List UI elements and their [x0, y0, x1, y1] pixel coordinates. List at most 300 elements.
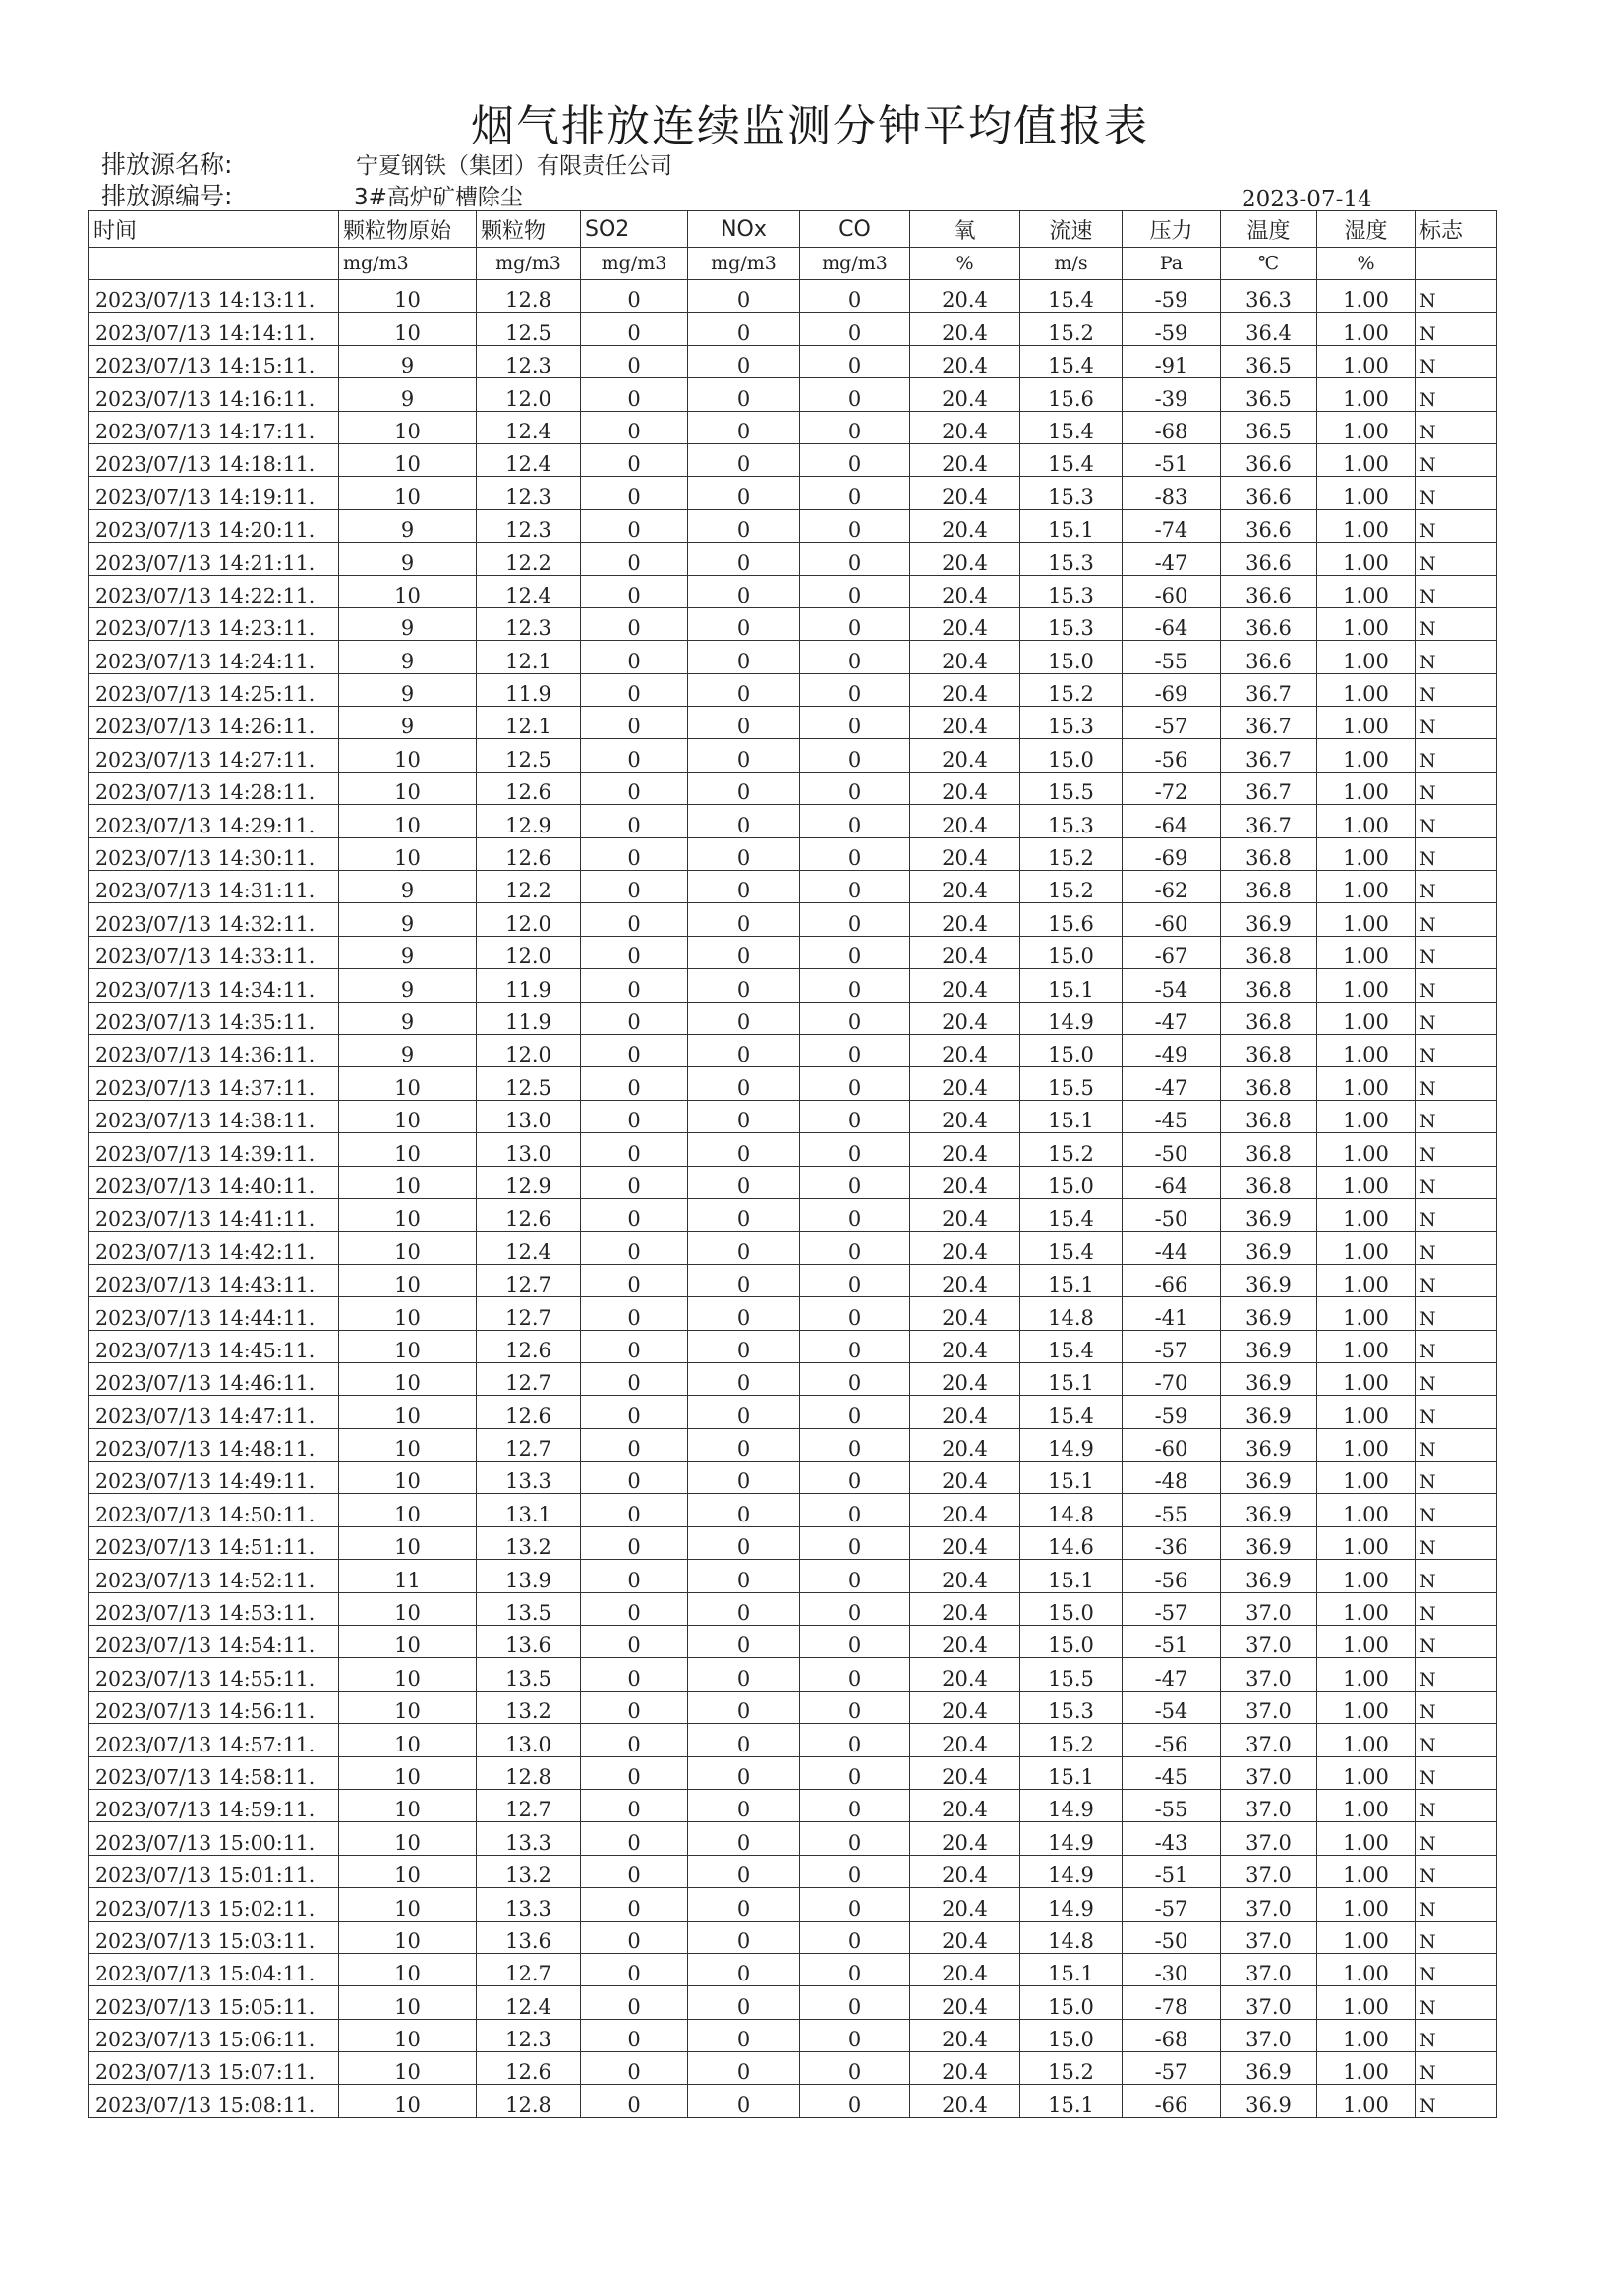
table-row: [89, 2019, 1497, 2051]
cell-so2: 0: [581, 871, 688, 903]
cell-flow-velocity: 15.3: [1020, 477, 1123, 509]
cell-particulate: 12.8: [477, 280, 581, 313]
cell-oxygen: 20.4: [910, 1428, 1020, 1461]
cell-particulate: 12.4: [477, 1986, 581, 2019]
cell-temperature: 36.8: [1221, 1100, 1317, 1132]
cell-co: 0: [800, 1756, 910, 1789]
cell-particulate: 12.1: [477, 641, 581, 673]
cell-flag: N: [1416, 1953, 1497, 1985]
cell-so2: 0: [581, 607, 688, 640]
cell-flow-velocity: 14.9: [1020, 1855, 1123, 1887]
cell-flag: N: [1416, 2085, 1497, 2117]
cell-particulate: 12.4: [477, 575, 581, 607]
cell-particulate: 12.4: [477, 443, 581, 476]
table-row: [89, 772, 1497, 804]
cell-flow-velocity: 15.1: [1020, 1362, 1123, 1395]
cell-oxygen: 20.4: [910, 443, 1020, 476]
cell-flag: N: [1416, 1756, 1497, 1789]
cell-so2: 0: [581, 969, 688, 1002]
cell-nox: 0: [688, 1100, 800, 1132]
cell-flow-velocity: 15.3: [1020, 1691, 1123, 1723]
cell-flag: N: [1416, 509, 1497, 542]
cell-pressure: -60: [1123, 575, 1221, 607]
cell-flag: N: [1416, 575, 1497, 607]
cell-particulate: 12.3: [477, 2019, 581, 2051]
cell-pressure: -64: [1123, 1166, 1221, 1198]
table-row: [89, 1560, 1497, 1592]
cell-co: 0: [800, 739, 910, 772]
cell-time: 2023/07/13 14:59:11.: [89, 1789, 339, 1821]
cell-oxygen: 20.4: [910, 1953, 1020, 1985]
cell-particulate: 12.3: [477, 607, 581, 640]
cell-co: 0: [800, 1396, 910, 1428]
cell-humidity: 1.00: [1317, 443, 1416, 476]
cell-temperature: 37.0: [1221, 1855, 1317, 1887]
cell-pressure: -47: [1123, 1002, 1221, 1034]
cell-humidity: 1.00: [1317, 1166, 1416, 1198]
cell-co: 0: [800, 1986, 910, 2019]
cell-so2: 0: [581, 1034, 688, 1066]
cell-flow-velocity: 14.8: [1020, 1494, 1123, 1526]
cell-particulate-raw: 10: [339, 837, 477, 870]
cell-co: 0: [800, 1232, 910, 1264]
table-row: [89, 1494, 1497, 1526]
cell-oxygen: 20.4: [910, 1855, 1020, 1887]
cell-time: 2023/07/13 15:01:11.: [89, 1855, 339, 1887]
cell-flag: N: [1416, 1626, 1497, 1658]
cell-time: 2023/07/13 14:41:11.: [89, 1198, 339, 1231]
cell-time: 2023/07/13 15:07:11.: [89, 2052, 339, 2085]
cell-flag: N: [1416, 969, 1497, 1002]
cell-co: 0: [800, 1166, 910, 1198]
cell-flow-velocity: 15.1: [1020, 1560, 1123, 1592]
cell-flow-velocity: 15.3: [1020, 805, 1123, 837]
cell-flow-velocity: 15.0: [1020, 1626, 1123, 1658]
cell-temperature: 36.6: [1221, 607, 1317, 640]
cell-flow-velocity: 15.4: [1020, 443, 1123, 476]
cell-flag: N: [1416, 1133, 1497, 1166]
cell-time: 2023/07/13 14:56:11.: [89, 1691, 339, 1723]
cell-pressure: -50: [1123, 1133, 1221, 1166]
cell-humidity: 1.00: [1317, 1953, 1416, 1985]
cell-time: 2023/07/13 14:35:11.: [89, 1002, 339, 1034]
cell-flow-velocity: 15.2: [1020, 871, 1123, 903]
cell-co: 0: [800, 1264, 910, 1296]
cell-flag: N: [1416, 1691, 1497, 1723]
table-row: [89, 1034, 1497, 1066]
unit-flag: [1416, 248, 1497, 280]
table-row: [89, 280, 1497, 313]
cell-temperature: 36.6: [1221, 509, 1317, 542]
cell-time: 2023/07/13 14:34:11.: [89, 969, 339, 1002]
cell-pressure: -30: [1123, 1953, 1221, 1985]
cell-flag: N: [1416, 1789, 1497, 1821]
cell-co: 0: [800, 1953, 910, 1985]
cell-temperature: 36.6: [1221, 543, 1317, 575]
cell-nox: 0: [688, 1592, 800, 1625]
cell-pressure: -43: [1123, 1822, 1221, 1855]
cell-humidity: 1.00: [1317, 411, 1416, 443]
cell-time: 2023/07/13 14:46:11.: [89, 1362, 339, 1395]
cell-flag: N: [1416, 1002, 1497, 1034]
cell-particulate-raw: 10: [339, 1166, 477, 1198]
table-row: [89, 2052, 1497, 2085]
cell-so2: 0: [581, 772, 688, 804]
cell-temperature: 36.9: [1221, 1198, 1317, 1231]
cell-so2: 0: [581, 575, 688, 607]
cell-particulate-raw: 9: [339, 607, 477, 640]
cell-so2: 0: [581, 1822, 688, 1855]
cell-flag: N: [1416, 641, 1497, 673]
cell-particulate-raw: 9: [339, 1002, 477, 1034]
table-row: [89, 1198, 1497, 1231]
cell-time: 2023/07/13 14:43:11.: [89, 1264, 339, 1296]
table-row: [89, 1691, 1497, 1723]
unit-so2: mg/m3: [581, 248, 688, 280]
cell-co: 0: [800, 1297, 910, 1330]
cell-flag: N: [1416, 1462, 1497, 1494]
cell-nox: 0: [688, 1002, 800, 1034]
cell-oxygen: 20.4: [910, 1560, 1020, 1592]
cell-humidity: 1.00: [1317, 1855, 1416, 1887]
cell-so2: 0: [581, 1067, 688, 1100]
table-row: [89, 805, 1497, 837]
report-title: 烟气排放连续监测分钟平均值报表: [471, 101, 1149, 151]
cell-temperature: 37.0: [1221, 1822, 1317, 1855]
cell-pressure: -56: [1123, 1560, 1221, 1592]
cell-flag: N: [1416, 772, 1497, 804]
cell-nox: 0: [688, 2085, 800, 2117]
cell-particulate: 13.2: [477, 1526, 581, 1559]
cell-particulate-raw: 10: [339, 1953, 477, 1985]
cell-temperature: 36.7: [1221, 673, 1317, 706]
cell-flag: N: [1416, 805, 1497, 837]
cell-nox: 0: [688, 903, 800, 936]
cell-particulate: 13.6: [477, 1626, 581, 1658]
cell-so2: 0: [581, 1002, 688, 1034]
cell-time: 2023/07/13 14:18:11.: [89, 443, 339, 476]
cell-temperature: 36.9: [1221, 1428, 1317, 1461]
cell-pressure: -51: [1123, 1626, 1221, 1658]
cell-particulate: 12.9: [477, 1166, 581, 1198]
cell-humidity: 1.00: [1317, 1921, 1416, 1953]
table-row: [89, 1362, 1497, 1395]
cell-co: 0: [800, 345, 910, 377]
cell-oxygen: 20.4: [910, 1888, 1020, 1921]
cell-particulate-raw: 10: [339, 1067, 477, 1100]
cell-co: 0: [800, 772, 910, 804]
cell-particulate: 12.7: [477, 1264, 581, 1296]
cell-nox: 0: [688, 1362, 800, 1395]
cell-particulate-raw: 10: [339, 1658, 477, 1691]
cell-pressure: -50: [1123, 1198, 1221, 1231]
cell-flow-velocity: 14.9: [1020, 1822, 1123, 1855]
minute-average-table: [88, 210, 1497, 2118]
cell-oxygen: 20.4: [910, 1526, 1020, 1559]
cell-temperature: 36.8: [1221, 936, 1317, 968]
cell-humidity: 1.00: [1317, 1626, 1416, 1658]
cell-humidity: 1.00: [1317, 1067, 1416, 1100]
cell-humidity: 1.00: [1317, 1986, 1416, 2019]
cell-time: 2023/07/13 14:24:11.: [89, 641, 339, 673]
unit-particulate-raw: mg/m3: [339, 248, 477, 280]
cell-nox: 0: [688, 1724, 800, 1756]
table-row: [89, 936, 1497, 968]
cell-oxygen: 20.4: [910, 1133, 1020, 1166]
cell-particulate: 12.6: [477, 2052, 581, 2085]
cell-particulate-raw: 10: [339, 1986, 477, 2019]
table-row: [89, 345, 1497, 377]
table-row: [89, 1330, 1497, 1362]
cell-oxygen: 20.4: [910, 1002, 1020, 1034]
cell-pressure: -83: [1123, 477, 1221, 509]
column-header-time: 时间: [89, 211, 339, 248]
cell-particulate: 12.6: [477, 1198, 581, 1231]
cell-humidity: 1.00: [1317, 345, 1416, 377]
cell-so2: 0: [581, 2019, 688, 2051]
table-row: [89, 509, 1497, 542]
cell-pressure: -72: [1123, 772, 1221, 804]
cell-nox: 0: [688, 2019, 800, 2051]
cell-particulate: 12.2: [477, 871, 581, 903]
cell-so2: 0: [581, 1396, 688, 1428]
cell-co: 0: [800, 1626, 910, 1658]
cell-co: 0: [800, 1822, 910, 1855]
cell-pressure: -59: [1123, 313, 1221, 345]
cell-oxygen: 20.4: [910, 1986, 1020, 2019]
cell-particulate-raw: 9: [339, 903, 477, 936]
cell-temperature: 37.0: [1221, 1592, 1317, 1625]
cell-so2: 0: [581, 1494, 688, 1526]
report-date: 2023-07-14: [1242, 187, 1372, 212]
cell-time: 2023/07/13 14:51:11.: [89, 1526, 339, 1559]
cell-particulate: 13.3: [477, 1888, 581, 1921]
cell-nox: 0: [688, 1526, 800, 1559]
table-row: [89, 313, 1497, 345]
cell-flow-velocity: 15.0: [1020, 2019, 1123, 2051]
cell-humidity: 1.00: [1317, 1822, 1416, 1855]
cell-oxygen: 20.4: [910, 805, 1020, 837]
table-row: [89, 1462, 1497, 1494]
unit-temperature: ℃: [1221, 248, 1317, 280]
cell-pressure: -60: [1123, 1428, 1221, 1461]
cell-flag: N: [1416, 903, 1497, 936]
cell-nox: 0: [688, 1560, 800, 1592]
cell-flag: N: [1416, 1264, 1497, 1296]
cell-particulate-raw: 10: [339, 2052, 477, 2085]
cell-particulate-raw: 10: [339, 1362, 477, 1395]
cell-flow-velocity: 15.0: [1020, 641, 1123, 673]
cell-temperature: 36.9: [1221, 2052, 1317, 2085]
cell-flow-velocity: 15.1: [1020, 1462, 1123, 1494]
cell-time: 2023/07/13 14:37:11.: [89, 1067, 339, 1100]
cell-co: 0: [800, 313, 910, 345]
cell-particulate-raw: 10: [339, 313, 477, 345]
cell-pressure: -41: [1123, 1297, 1221, 1330]
cell-nox: 0: [688, 1626, 800, 1658]
cell-flag: N: [1416, 1921, 1497, 1953]
cell-particulate: 11.9: [477, 673, 581, 706]
cell-flag: N: [1416, 1658, 1497, 1691]
cell-flow-velocity: 15.1: [1020, 1100, 1123, 1132]
cell-humidity: 1.00: [1317, 1396, 1416, 1428]
cell-flag: N: [1416, 1428, 1497, 1461]
cell-so2: 0: [581, 1526, 688, 1559]
unit-oxygen: %: [910, 248, 1020, 280]
cell-co: 0: [800, 1133, 910, 1166]
cell-particulate-raw: 10: [339, 772, 477, 804]
table-row: [89, 1526, 1497, 1559]
cell-flow-velocity: 15.1: [1020, 509, 1123, 542]
cell-humidity: 1.00: [1317, 1658, 1416, 1691]
cell-flag: N: [1416, 1067, 1497, 1100]
cell-time: 2023/07/13 14:40:11.: [89, 1166, 339, 1198]
cell-humidity: 1.00: [1317, 477, 1416, 509]
cell-humidity: 1.00: [1317, 378, 1416, 411]
table-row: [89, 411, 1497, 443]
cell-humidity: 1.00: [1317, 1330, 1416, 1362]
table-row: [89, 1232, 1497, 1264]
column-header-humidity: 湿度: [1317, 211, 1416, 248]
cell-pressure: -36: [1123, 1526, 1221, 1559]
cell-co: 0: [800, 1494, 910, 1526]
cell-flow-velocity: 15.3: [1020, 707, 1123, 739]
cell-flag: N: [1416, 313, 1497, 345]
cell-particulate-raw: 9: [339, 345, 477, 377]
cell-time: 2023/07/13 14:55:11.: [89, 1658, 339, 1691]
cell-nox: 0: [688, 1494, 800, 1526]
cell-temperature: 36.5: [1221, 345, 1317, 377]
cell-oxygen: 20.4: [910, 1232, 1020, 1264]
cell-flag: N: [1416, 1822, 1497, 1855]
cell-particulate-raw: 10: [339, 1232, 477, 1264]
cell-flag: N: [1416, 1034, 1497, 1066]
cell-particulate-raw: 10: [339, 1297, 477, 1330]
cell-co: 0: [800, 2019, 910, 2051]
table-row: [89, 1067, 1497, 1100]
cell-temperature: 36.9: [1221, 1297, 1317, 1330]
cell-flow-velocity: 14.9: [1020, 1789, 1123, 1821]
cell-particulate: 13.0: [477, 1133, 581, 1166]
cell-co: 0: [800, 443, 910, 476]
cell-co: 0: [800, 936, 910, 968]
unit-particulate: mg/m3: [477, 248, 581, 280]
cell-nox: 0: [688, 1232, 800, 1264]
table-row: [89, 477, 1497, 509]
cell-oxygen: 20.4: [910, 1166, 1020, 1198]
cell-humidity: 1.00: [1317, 772, 1416, 804]
cell-so2: 0: [581, 509, 688, 542]
cell-oxygen: 20.4: [910, 313, 1020, 345]
cell-particulate-raw: 10: [339, 1921, 477, 1953]
cell-oxygen: 20.4: [910, 378, 1020, 411]
cell-nox: 0: [688, 936, 800, 968]
cell-particulate: 12.5: [477, 313, 581, 345]
cell-humidity: 1.00: [1317, 1297, 1416, 1330]
cell-flow-velocity: 15.0: [1020, 1034, 1123, 1066]
cell-time: 2023/07/13 14:20:11.: [89, 509, 339, 542]
cell-nox: 0: [688, 1953, 800, 1985]
cell-flow-velocity: 14.9: [1020, 1888, 1123, 1921]
cell-particulate: 12.8: [477, 2085, 581, 2117]
cell-pressure: -47: [1123, 543, 1221, 575]
cell-time: 2023/07/13 14:32:11.: [89, 903, 339, 936]
cell-so2: 0: [581, 443, 688, 476]
cell-time: 2023/07/13 14:17:11.: [89, 411, 339, 443]
cell-flow-velocity: 14.8: [1020, 1297, 1123, 1330]
table-row: [89, 2085, 1497, 2117]
table-row: [89, 1658, 1497, 1691]
cell-so2: 0: [581, 1691, 688, 1723]
cell-flag: N: [1416, 2019, 1497, 2051]
cell-particulate: 12.7: [477, 1428, 581, 1461]
cell-temperature: 36.4: [1221, 313, 1317, 345]
cell-co: 0: [800, 1789, 910, 1821]
cell-temperature: 36.6: [1221, 641, 1317, 673]
cell-temperature: 36.8: [1221, 1067, 1317, 1100]
cell-co: 0: [800, 477, 910, 509]
cell-humidity: 1.00: [1317, 1133, 1416, 1166]
cell-oxygen: 20.4: [910, 1822, 1020, 1855]
cell-time: 2023/07/13 14:33:11.: [89, 936, 339, 968]
cell-humidity: 1.00: [1317, 1724, 1416, 1756]
cell-flow-velocity: 15.4: [1020, 411, 1123, 443]
cell-temperature: 37.0: [1221, 2019, 1317, 2051]
cell-nox: 0: [688, 1034, 800, 1066]
cell-oxygen: 20.4: [910, 1691, 1020, 1723]
cell-particulate: 12.3: [477, 345, 581, 377]
table-row: [89, 903, 1497, 936]
cell-particulate: 12.8: [477, 1756, 581, 1789]
cell-particulate: 12.4: [477, 1232, 581, 1264]
cell-time: 2023/07/13 14:26:11.: [89, 707, 339, 739]
cell-pressure: -47: [1123, 1658, 1221, 1691]
cell-flag: N: [1416, 443, 1497, 476]
cell-so2: 0: [581, 2052, 688, 2085]
cell-pressure: -60: [1123, 903, 1221, 936]
cell-flow-velocity: 15.6: [1020, 378, 1123, 411]
cell-pressure: -55: [1123, 641, 1221, 673]
cell-particulate: 12.1: [477, 707, 581, 739]
cell-flow-velocity: 15.5: [1020, 1067, 1123, 1100]
cell-pressure: -39: [1123, 378, 1221, 411]
cell-oxygen: 20.4: [910, 280, 1020, 313]
cell-particulate: 11.9: [477, 969, 581, 1002]
cell-so2: 0: [581, 1888, 688, 1921]
cell-so2: 0: [581, 1756, 688, 1789]
cell-flow-velocity: 15.4: [1020, 1330, 1123, 1362]
cell-humidity: 1.00: [1317, 641, 1416, 673]
cell-humidity: 1.00: [1317, 2085, 1416, 2117]
cell-oxygen: 20.4: [910, 936, 1020, 968]
cell-oxygen: 20.4: [910, 1198, 1020, 1231]
cell-pressure: -54: [1123, 969, 1221, 1002]
cell-humidity: 1.00: [1317, 903, 1416, 936]
cell-temperature: 36.3: [1221, 280, 1317, 313]
cell-temperature: 36.9: [1221, 1232, 1317, 1264]
cell-humidity: 1.00: [1317, 739, 1416, 772]
cell-pressure: -91: [1123, 345, 1221, 377]
cell-temperature: 37.0: [1221, 1691, 1317, 1723]
cell-time: 2023/07/13 14:44:11.: [89, 1297, 339, 1330]
cell-oxygen: 20.4: [910, 837, 1020, 870]
cell-flag: N: [1416, 1198, 1497, 1231]
cell-oxygen: 20.4: [910, 1724, 1020, 1756]
table-row: [89, 1100, 1497, 1132]
cell-nox: 0: [688, 543, 800, 575]
cell-particulate-raw: 10: [339, 1100, 477, 1132]
cell-flag: N: [1416, 345, 1497, 377]
